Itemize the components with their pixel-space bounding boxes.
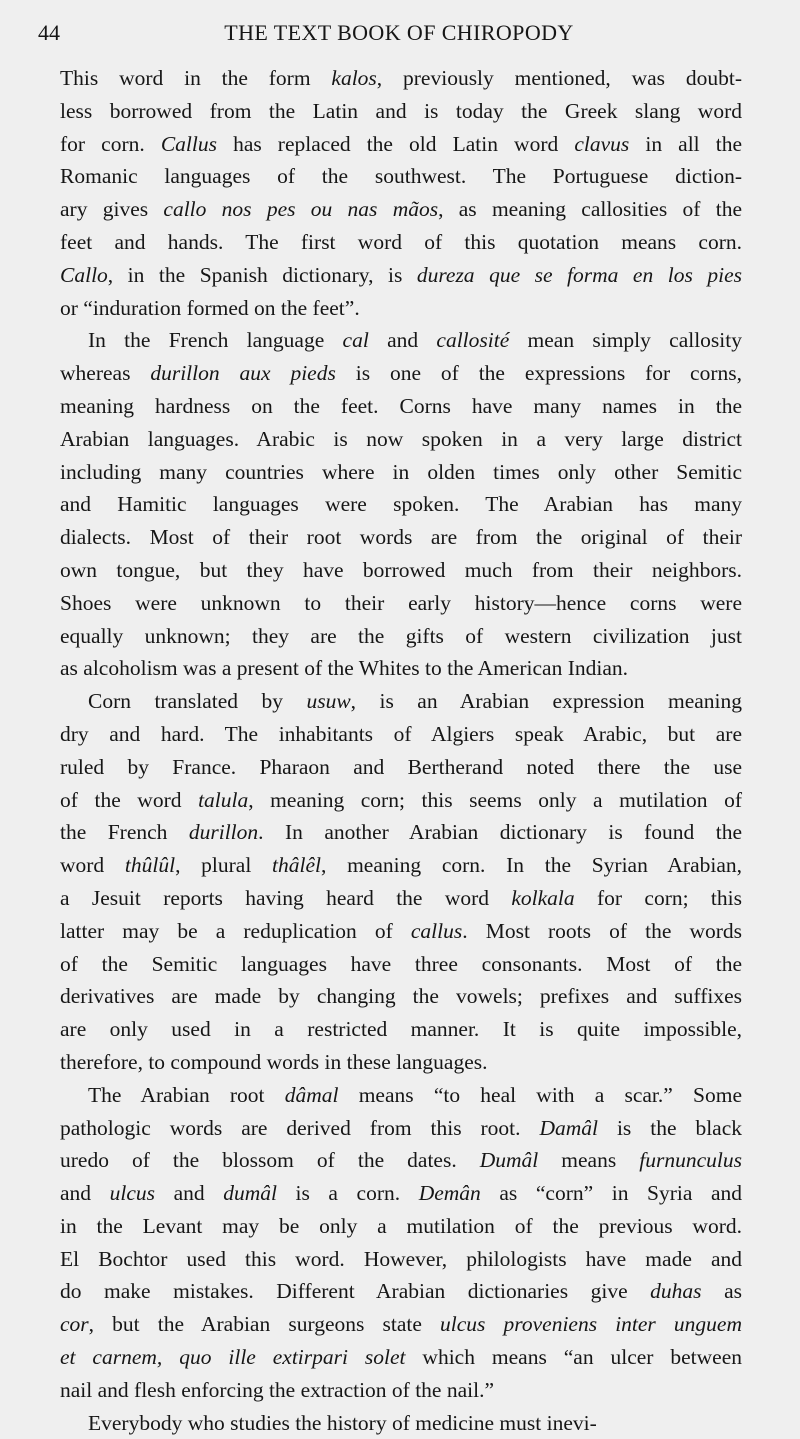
text-line: This word in the form kalos, previously mentioned, was doubt- [60,66,742,90]
text-line: do make mistakes. Different Arabian dictionaries give duhas as [60,1279,742,1304]
text-line: cor, but the Arabian surgeons state ulcus proveniens inter unguem [60,1312,742,1337]
text-line: et carnem, quo ille extirpari solet which means “an ulcer between [60,1345,742,1370]
body-text [60,62,742,1439]
paragraph [60,1407,742,1439]
paragraph [60,1079,742,1407]
text-line: ary gives callo nos pes ou nas mãos, as meaning callosities of the [60,197,742,222]
text-line: nail and flesh enforcing the extraction of the nail.” [60,1377,495,1402]
text-line: in the Levant may be only a mutilation of the previous word. [60,1213,742,1238]
text-line: The Arabian root dâmal means “to heal with a scar.” Some [88,1082,742,1107]
text-line: therefore, to compound words in these languages. [60,1049,488,1074]
text-line: Shoes were unknown to their early history—hence corns were [60,590,742,615]
paragraph [60,685,742,1079]
running-head: THE TEXT BOOK OF CHIROPODY [224,20,574,45]
text-line: equally unknown; they are the gifts of western civilization just [60,623,742,648]
text-line: the French durillon. In another Arabian dictionary is found the [60,820,742,845]
text-line: dialects. Most of their root words are from the original of their [60,525,742,550]
text-line: latter may be a reduplication of callus. Most roots of the words [60,918,743,943]
text-line: pathologic words are derived from this root. Damâl is the black [60,1115,743,1140]
page-number: 44 [38,20,60,45]
paragraph [60,62,742,324]
paragraph [60,324,742,685]
text-line: for corn. Callus has replaced the old Latin word clavus in all the [60,131,743,156]
text-line: including many countries where in olden times only other Semitic [60,459,742,484]
text-line: are only used in a restricted manner. It is quite impossible, [60,1017,742,1042]
page-header [38,18,760,48]
text-line: Corn translated by usuw, is an Arabian expression meaning [88,689,742,714]
text-line: dry and hard. The inhabitants of Algiers speak Arabic, but are [60,721,742,746]
text-line: and ulcus and dumâl is a corn. Demân as “corn” in Syria and [60,1181,743,1206]
text-line: El Bochtor used this word. However, philologists have made and [60,1246,742,1271]
text-line: ruled by France. Pharaon and Bertherand noted there the use [60,754,742,779]
text-line: uredo of the blossom of the dates. Dumâl means furnunculus [60,1148,742,1173]
text-line: Romanic languages of the southwest. The Portuguese diction- [60,164,742,189]
text-line: of the word talula, meaning corn; this seems only a mutilation of [60,787,742,812]
text-line: Callo, in the Spanish dictionary, is dureza que se forma en los pies [60,262,742,287]
text-line: of the Semitic languages have three consonants. Most of the [60,951,742,976]
text-line: as alcoholism was a present of the Whites to the American Indian. [60,656,628,681]
text-line: and Hamitic languages were spoken. The Arabian has many [60,492,742,517]
text-line: word thûlûl, plural thâlêl, meaning corn. In the Syrian Arabian, [60,853,742,878]
text-line: a Jesuit reports having heard the word kolkala for corn; this [60,885,743,910]
text-line: own tongue, but they have borrowed much from their neighbors. [60,557,742,582]
text-line: or “induration formed on the feet”. [60,295,360,320]
text-line: derivatives are made by changing the vowels; prefixes and suffixes [60,984,742,1009]
text-line: whereas durillon aux pieds is one of the expressions for corns, [60,361,742,386]
text-line: meaning hardness on the feet. Corns have many names in the [60,393,742,418]
text-line: feet and hands. The first word of this quotation means corn. [60,229,742,254]
text-line: Arabian languages. Arabic is now spoken in a very large district [60,426,742,451]
text-line: In the French language cal and callosité mean simply callosity [88,328,742,353]
text-line: Everybody who studies the history of medicine must inevi- [88,1410,597,1435]
text-line: less borrowed from the Latin and is today the Greek slang word [60,98,742,123]
